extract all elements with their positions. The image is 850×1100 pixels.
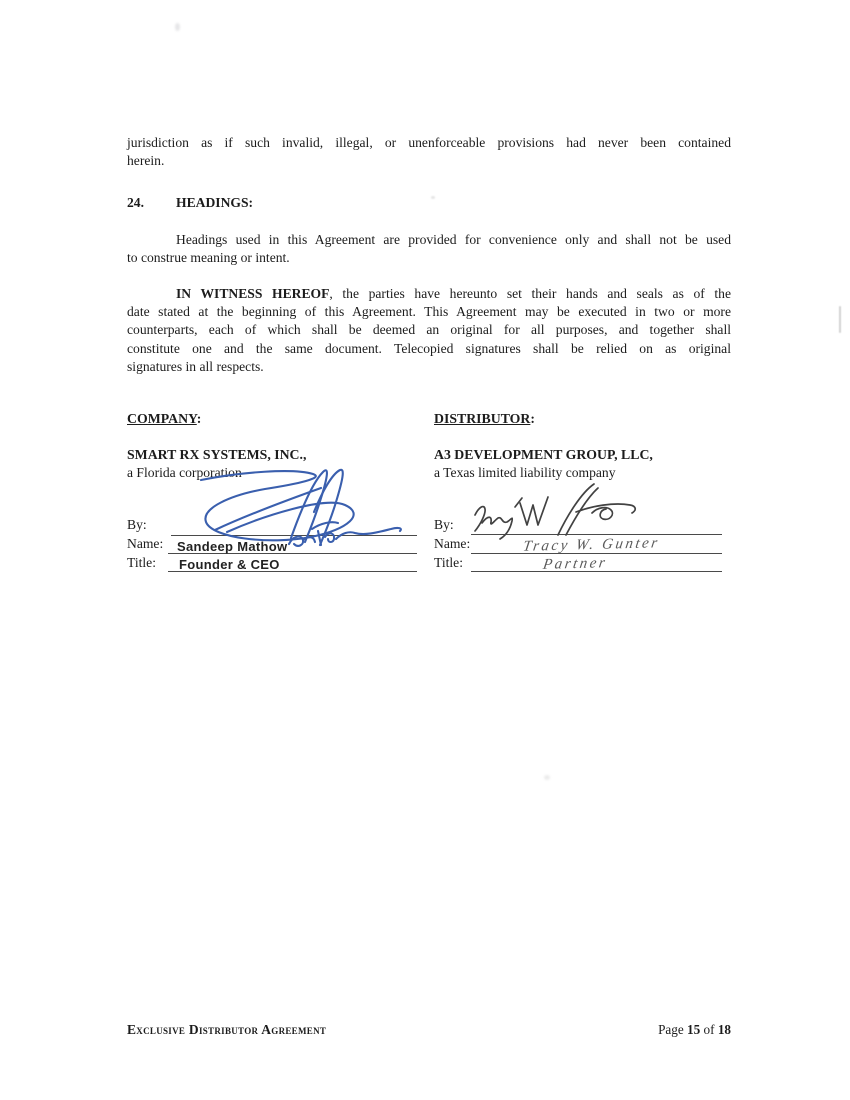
distributor-signer-name: Tracy W. Gunter xyxy=(521,535,661,555)
paragraph-witness xyxy=(127,285,731,376)
distributor-entity-name: A3 DEVELOPMENT GROUP, LLC, xyxy=(434,447,653,462)
footer-page-number: 15 xyxy=(687,1022,701,1037)
witness-lead-bold: IN WITNESS HEREOF xyxy=(176,286,330,301)
footer-of-word: of xyxy=(703,1022,715,1037)
footer-page-word: Page xyxy=(658,1022,684,1037)
footer-document-title: Exclusive Distributor Agreement xyxy=(127,1022,327,1037)
scan-dot-artifact xyxy=(544,775,550,780)
distributor-by-label: By: xyxy=(434,517,454,532)
distributor-heading-text: DISTRIBUTOR xyxy=(434,411,531,426)
distributor-heading xyxy=(434,411,535,427)
company-signer-name: Sandeep Mathow xyxy=(177,539,288,554)
company-heading-colon: : xyxy=(196,411,202,426)
scan-smudge-artifact xyxy=(175,23,180,31)
witness-remaining-lines: date stated at the beginning of this Agreement. This Agreement may be executed in two or more counterparts, each of which shall be deemed an original for all purposes, and together shall constitute one and the same document. Telecopied signatures shall be relied on as original signatures in all respects. xyxy=(127,304,731,374)
section-number: 24. xyxy=(127,195,144,210)
company-signer-title: Founder & CEO xyxy=(179,557,280,572)
company-signature-icon xyxy=(193,464,407,558)
company-entity-name: SMART RX SYSTEMS, INC., xyxy=(127,447,307,462)
distributor-signer-title: Partner xyxy=(541,555,609,573)
company-entity-subtitle: a Florida corporation xyxy=(127,465,242,480)
footer-page-indicator xyxy=(658,1022,731,1038)
distributor-title-label: Title: xyxy=(434,555,463,570)
distributor-signature-icon xyxy=(463,483,643,541)
company-title-label: Title: xyxy=(127,555,156,570)
company-by-label: By: xyxy=(127,517,147,532)
company-name-label: Name: xyxy=(127,536,164,551)
paragraph-headings-body: Headings used in this Agreement are provided for convenience only and shall not be used to construe meaning or intent. xyxy=(127,232,731,266)
scan-speck-artifact xyxy=(431,196,435,199)
company-heading xyxy=(127,411,201,427)
witness-first-line xyxy=(127,285,731,303)
witness-lead-rest: , the parties have hereunto set their hands and seals as of the xyxy=(329,286,731,301)
paragraph-jurisdiction: jurisdiction as if such invalid, illegal, or unenforceable provisions had never been contained herein. xyxy=(127,135,731,169)
scan-line-artifact xyxy=(839,306,841,333)
distributor-entity-subtitle: a Texas limited liability company xyxy=(434,465,616,480)
distributor-heading-colon: : xyxy=(530,411,535,426)
footer-total-pages: 18 xyxy=(717,1022,731,1037)
company-heading-text: COMPANY xyxy=(127,411,197,426)
section-title: HEADINGS: xyxy=(176,195,254,210)
distributor-name-label: Name: xyxy=(434,536,471,551)
